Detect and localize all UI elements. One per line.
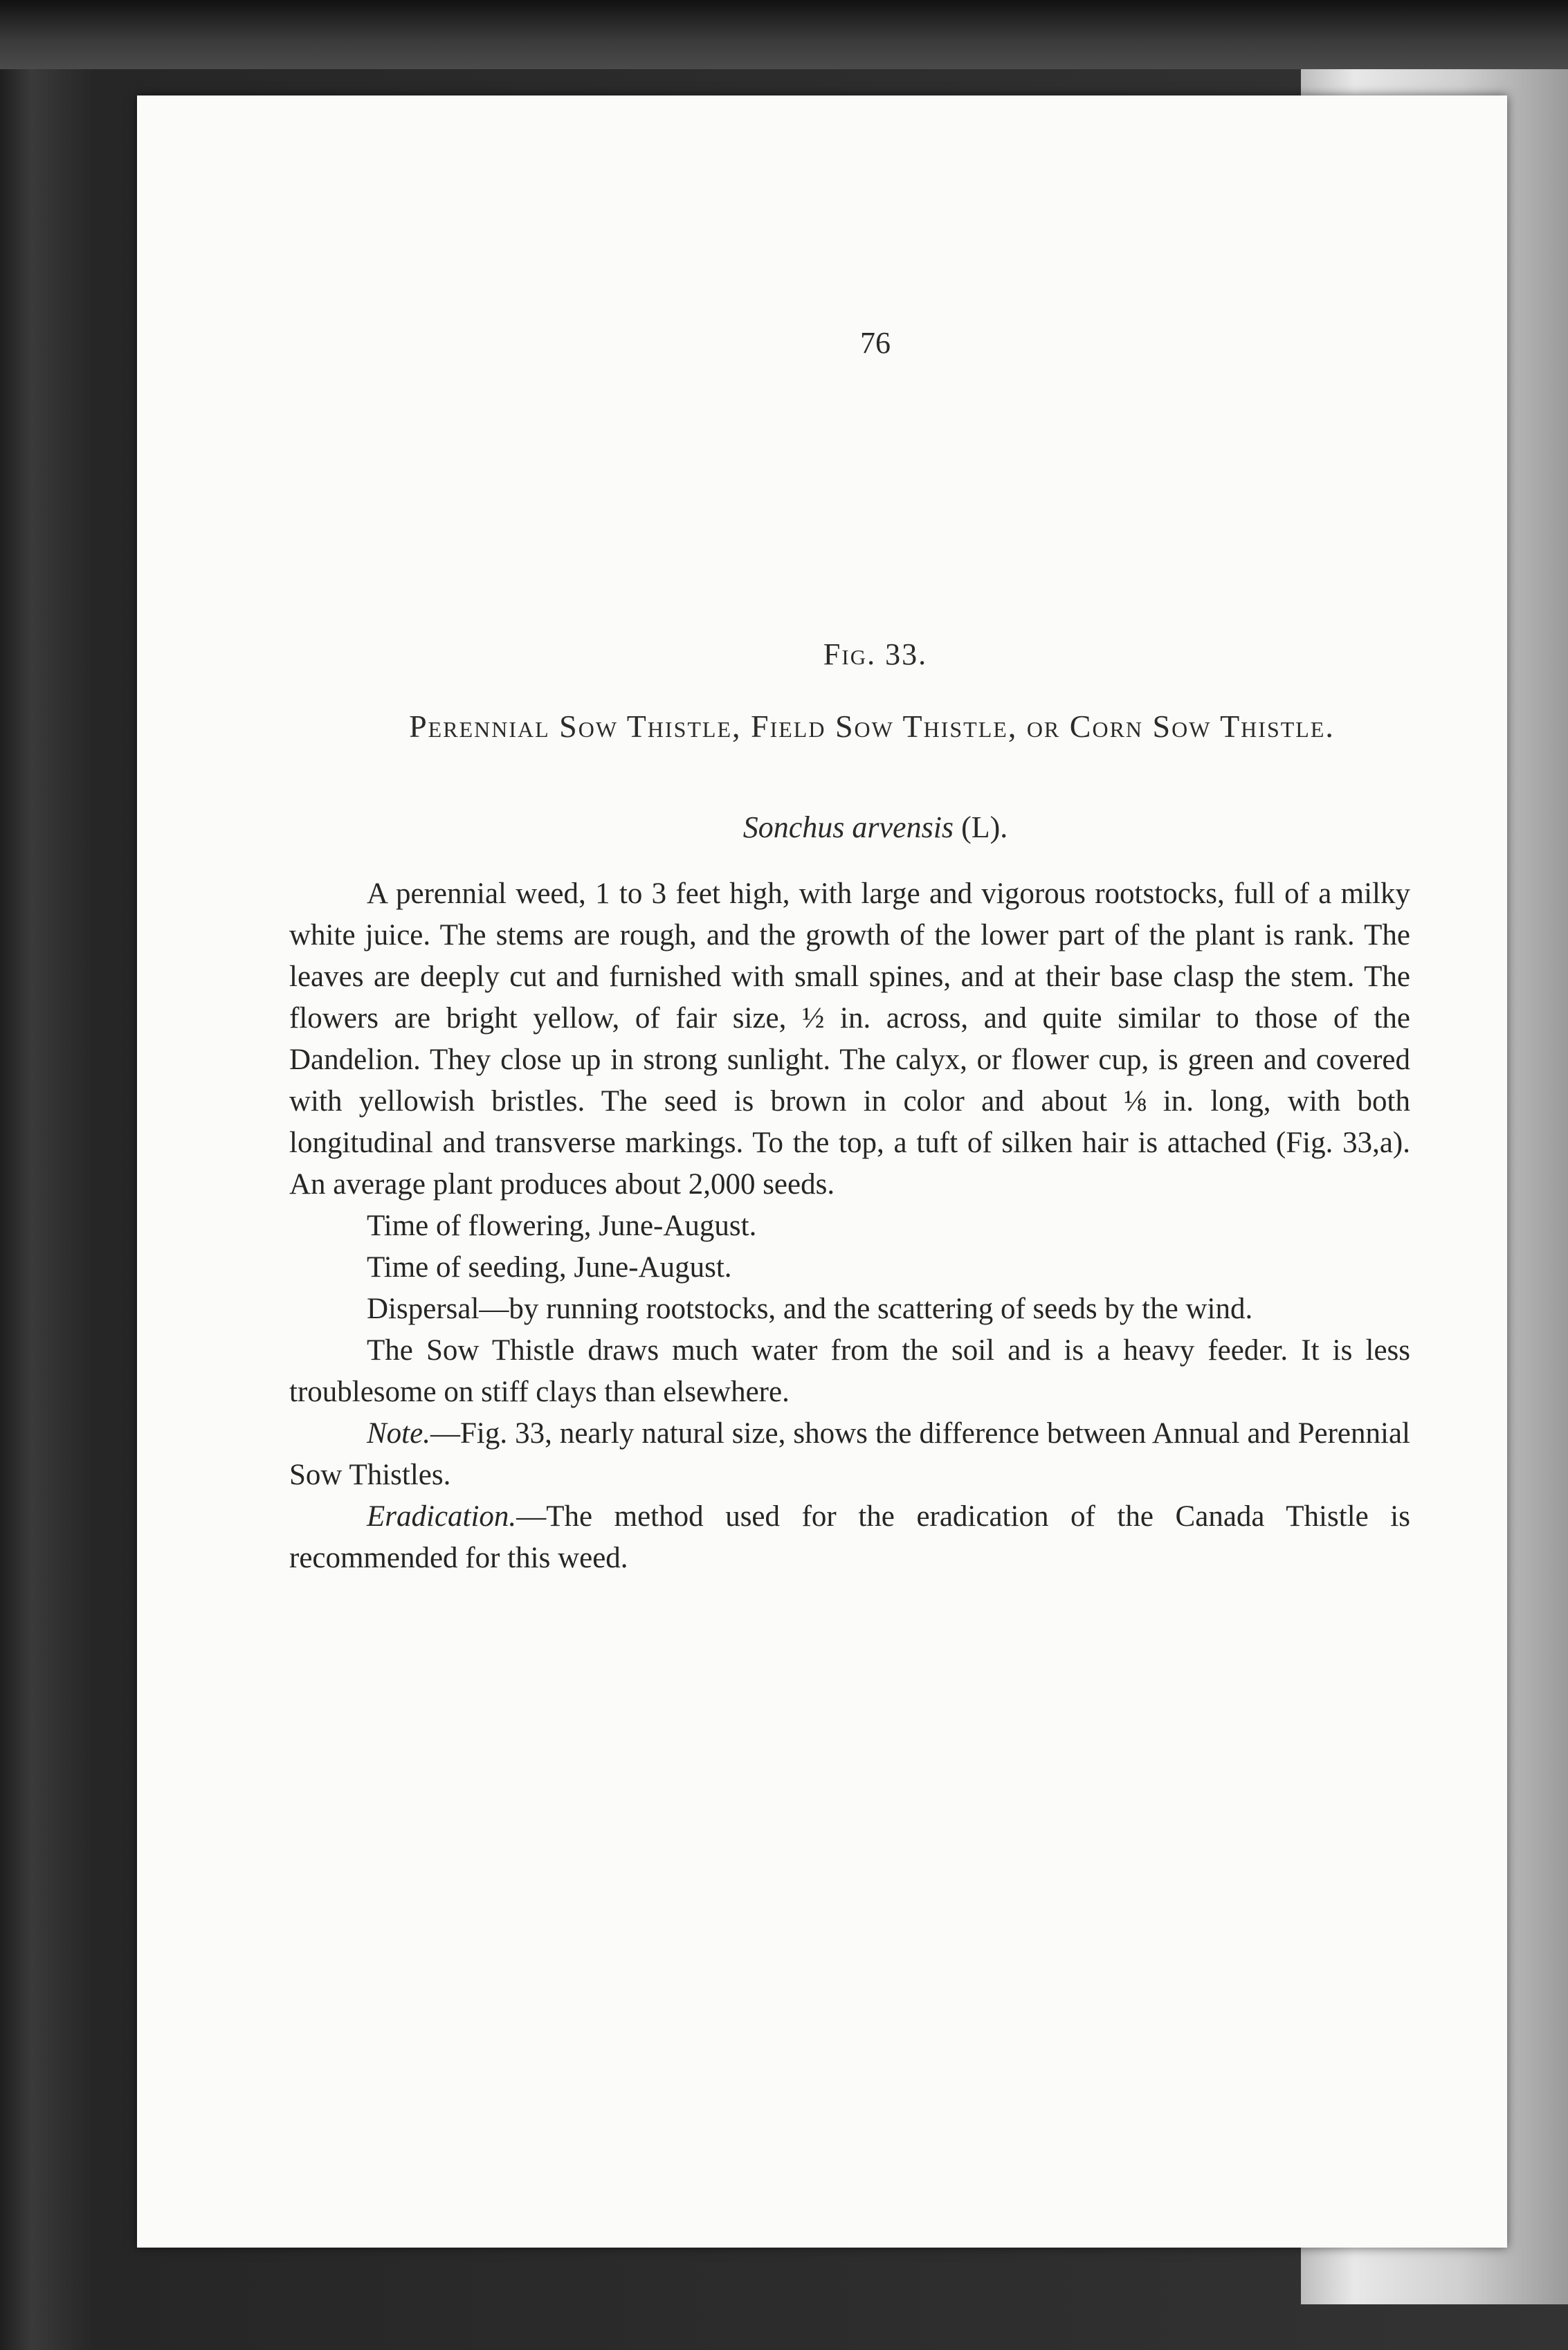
- scanner-top-strip: [0, 0, 1568, 69]
- page-number: 76: [860, 326, 891, 360]
- section-heading: Perennial Sow Thistle, Field Sow Thistle, or Corn Sow Thistle.: [409, 709, 1335, 744]
- feeding-paragraph: The Sow Thistle draws much water from the soil and is a heavy feeder. It is less troublesome on stiff clays than elsewhere.: [289, 1334, 1410, 1408]
- eradication-label: Eradication.: [367, 1500, 517, 1533]
- figure-label: Fig. 33.: [823, 637, 928, 671]
- dispersal-paragraph: Dispersal—by running rootstocks, and the scattering of seeds by the wind.: [367, 1293, 1253, 1325]
- seeding-line: Time of seeding, June-August.: [367, 1251, 732, 1284]
- note-paragraph: [289, 1413, 1410, 1496]
- species-name: [554, 810, 1197, 845]
- latin-name: Sonchus arvensis: [742, 810, 954, 844]
- flowering-line: Time of flowering, June-August.: [367, 1210, 757, 1242]
- body-text: [289, 873, 1410, 1579]
- eradication-text: —The method used for the eradication of the Canada Thistle is recommended for this weed.: [289, 1500, 1410, 1574]
- note-label: Note.: [367, 1417, 430, 1450]
- eradication-paragraph: [289, 1496, 1410, 1579]
- description-paragraph: A perennial weed, 1 to 3 feet high, with large and vigorous rootstocks, full of a milky white juice. The stems are rough, and the growth of the lower part of the plant is rank. The leaves are deeply cut and furnished with small spines, and at their base clasp the stem. The flowers are bright yellow, of fair size, ½ in. across, and quite similar to those of the Dandelion. They close up in strong sunlight. The calyx, or flower cup, is green and covered with yellowish bristles. The seed is brown in color and about ⅛ in. long, with both longitudinal and transverse markings. To the top, a tuft of silken hair is attached (Fig. 33,a). An average plant produces about 2,000 seeds.: [289, 877, 1410, 1201]
- note-text: —Fig. 33, nearly natural size, shows the difference between Annual and Perennial Sow Thistles.: [289, 1417, 1410, 1491]
- species-authority: (L).: [961, 810, 1008, 844]
